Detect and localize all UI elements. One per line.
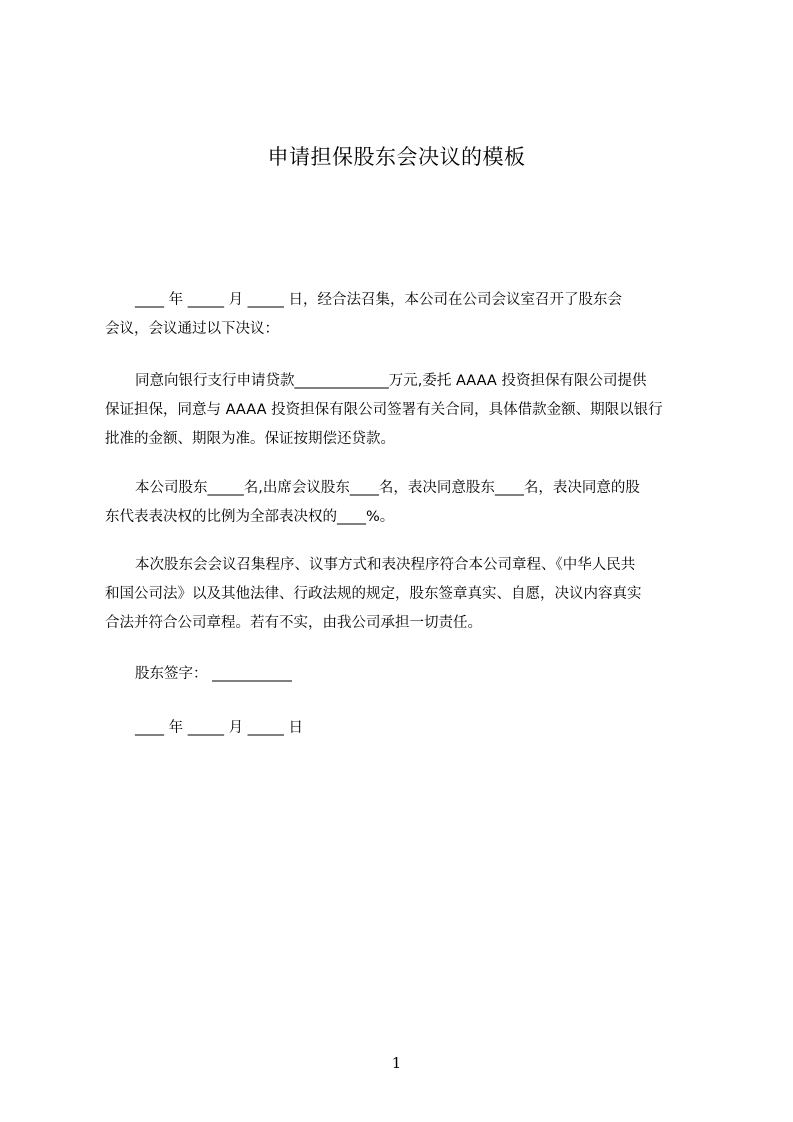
text-line: 本次股东会会议召集程序、议事方式和表决程序符合本公司章程、《中华人民共 — [135, 557, 636, 573]
text-line: 同意向银行支行申请贷款_____________万元,委托 AAAA 投资担保有限公司提供 — [135, 373, 647, 389]
page-number: 1 — [391, 1054, 402, 1072]
text-line: ____ 年 _____ 月 _____ 日，经合法召集，本公司在公司会议室召开了股东会 — [135, 292, 623, 308]
paragraph-shareholder-votes — [105, 474, 700, 532]
text-line: 东代表表决权的比例为全部表决权的____%。 — [105, 509, 395, 525]
date-block — [105, 714, 700, 743]
text-line: 本公司股东_____名,出席会议股东____名，表决同意股东____名，表决同意的股 — [135, 480, 640, 496]
signature-label: 股东签字： ___________ — [135, 666, 292, 682]
text-line: 合法并符合公司章程。若有不实，由我公司承担一切责任。 — [105, 615, 482, 631]
signature-block — [105, 660, 700, 689]
text-line: 批准的金额、期限为准。保证按期偿还贷款。 — [105, 431, 395, 447]
date-line: ____ 年 _____ 月 _____ 日 — [135, 720, 304, 736]
paragraph-loan-guarantee — [105, 367, 700, 454]
text-line: 会议，会议通过以下决议： — [105, 321, 279, 337]
text-line: 和国公司法》以及其他法律、行政法规的规定，股东签章真实、自愿，决议内容真实 — [105, 586, 642, 602]
document-title: 申请担保股东会决议的模板 — [267, 145, 526, 169]
text-line: 保证担保，同意与 AAAA 投资担保有限公司签署有关合同，具体借款金额、期限以银行 — [105, 402, 663, 418]
paragraph-meeting-intro — [105, 286, 700, 344]
paragraph-legal-compliance — [105, 551, 700, 638]
